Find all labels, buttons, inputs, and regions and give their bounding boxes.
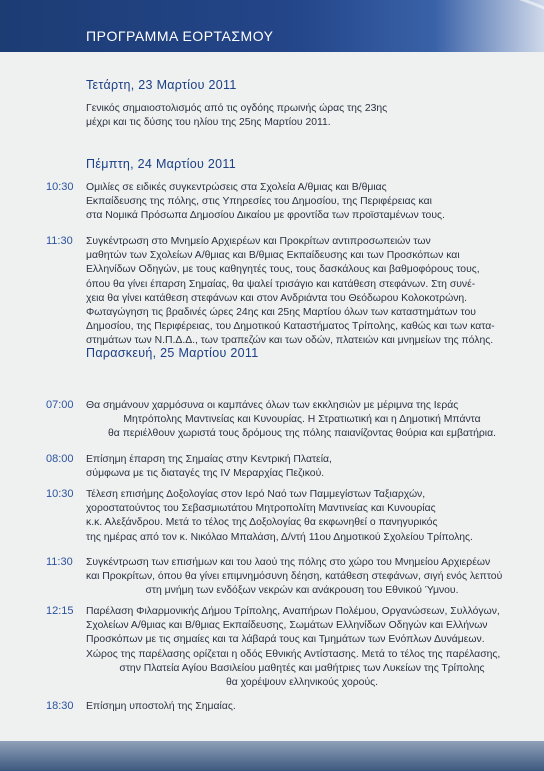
day-heading: Πέμπτη, 24 Μαρτίου 2011 <box>86 157 236 171</box>
entry-time: 11:30 <box>46 235 73 247</box>
entry-line: και Προκρίτων, όπου θα γίνει επιμνημόσυνη δέηση, κατάθεση στεφάνων, σιγή ενός λεπτού <box>86 571 503 583</box>
entry-line: κ.κ. Αλεξάνδρου. Μετά το τέλος της Δοξολογίας θα εκφωνηθεί ο πανηγυρικός <box>86 517 438 529</box>
entry-line: Φωταγώγηση τις βραδινές ώρες 24ης και 25ης Μαρτίου όλων των καταστημάτων του <box>86 307 476 319</box>
entry-line: στη μνήμη των ενδόξων νεκρών και ανάκρουση του Εθνικού Ύμνου. <box>145 585 459 597</box>
entry-line: σύμφωνα με τις διαταγές της IV Μεραρχίας Πεζικού. <box>86 468 325 480</box>
entry-line: Μητρόπολης Μαντινείας και Κυνουρίας. Η Στρατιωτική και η Δημοτική Μπάντα <box>123 414 481 426</box>
entry-line: της ημέρας από τον κ. Νικόλαο Μπαλάση, Δ/ντή 11ου Δημοτικού Σχολείου Τρίπολης. <box>86 531 473 543</box>
entry-time: 08:00 <box>46 453 74 465</box>
footer-band <box>0 741 544 771</box>
entry-line: στα Νομικά Πρόσωπα Δημοσίου Δικαίου με φροντίδα των προϊσταμένων τους. <box>86 210 445 222</box>
entry-text <box>86 556 518 599</box>
entry-line: Προσκόπων με τις σημαίες και τα λάβαρά τους και Τμημάτων των Ενόπλων Δυνάμεων. <box>86 634 485 646</box>
entry-line: μαθητών των Σχολείων Α/θμιας και Β/θμιας Εκπαίδευσης και των Προσκόπων και <box>86 250 460 262</box>
entry-line: Συγκέντρωση στο Μνημείο Αρχιερέων και Προκρίτων αντιπροσωπειών των <box>86 236 431 247</box>
entry-line: μέχρι και τις δύσης του ηλίου της 25ης Μαρτίου 2011. <box>86 117 331 129</box>
entry-time: 11:30 <box>46 556 73 568</box>
entry-text <box>86 399 518 442</box>
entry-line: Συγκέντρωση των επισήμων και του λαού της πόλης στο χώρο του Μνημείου Αρχιερέων <box>86 557 491 568</box>
entry-text <box>86 102 518 130</box>
entry-line: Χώρος της παρέλασης ορίζεται η οδός Εθνικής Αντίστασης. Μετά το τέλος της παρέλασης, <box>86 648 501 660</box>
entry-time: 10:30 <box>46 488 74 500</box>
page-title: ΠΡΟΓΡΑΜΜΑ ΕΟΡΤΑΣΜΟΥ <box>86 28 274 44</box>
entry-line: Θα σημάνουν χαρμόσυνα οι καμπάνες όλων των εκκλησιών με μέριμνα της Ιεράς <box>86 400 459 411</box>
entry-line: Ομιλίες σε ειδικές συγκεντρώσεις στα Σχολεία Α/θμιας και Β/θμιας <box>86 182 387 193</box>
entry-text <box>86 605 518 690</box>
header-banner <box>0 0 544 52</box>
entry-line: Επίσημη έπαρση της Σημαίας στην Κεντρική Πλατεία, <box>86 454 332 465</box>
entry-line: Σχολείων Α/θμιας και Β/θμιας Εκπαίδευσης, Σωμάτων Ελληνίδων Οδηγών και Ελλήνων <box>86 620 488 632</box>
entry-line: στην Πλατεία Αγίου Βασιλείου μαθητές και μαθήτριες των Λυκείων της Τρίπολης <box>119 662 485 674</box>
entry-text <box>86 700 518 714</box>
entry-time: 12:15 <box>46 605 74 617</box>
entry-line: θα περιέλθουν χωριστά τους δρόμους της πόλης παιανίζοντας θούρια και εμβατήρια. <box>108 428 496 440</box>
entry-line: χεια θα γίνει κατάθεση στεφάνων και στον Ανδριάντα του Θεόδωρου Κολοκοτρώνη. <box>86 292 468 304</box>
entry-line: θα χορέψουν ελληνικούς χορούς. <box>225 677 379 689</box>
entry-time: 18:30 <box>46 700 74 712</box>
entry-line: Παρέλαση Φιλαρμονικής Δήμου Τρίπολης, Αναπήρων Πολέμου, Οργανώσεων, Συλλόγων, <box>86 606 500 617</box>
day-heading: Τετάρτη, 23 Μαρτίου 2011 <box>86 78 237 92</box>
entry-text <box>86 235 518 349</box>
entry-text <box>86 181 518 224</box>
entry-line: Γενικός σημαιοστολισμός από τις ογδόης πρωινής ώρας της 23ης <box>86 103 388 114</box>
entry-time: 07:00 <box>46 399 74 411</box>
entry-line: Ελληνίδων Οδηγών, με τους καθηγητές τους, τους δασκάλους και βαθμοφόρους τους, <box>86 264 480 276</box>
entry-line: όπου θα γίνει έπαρση Σημαίας, θα ψαλεί τρισάγιο και κατάθεση στεφάνων. Στη συνέ- <box>86 278 476 290</box>
entry-line: Επίσημη υποστολή της Σημαίας. <box>86 701 236 712</box>
entry-text <box>86 488 518 545</box>
day-heading: Παρασκευή, 25 Μαρτίου 2011 <box>86 346 259 360</box>
entry-line: Δημοσίου, της Περιφέρειας, του Δημοτικού Καταστήματος Τρίπολης, καθώς και των κατα- <box>86 321 495 333</box>
entry-text <box>86 453 518 481</box>
entry-line: χοροστατούντος του Σεβασμιωτάτου Μητροπολίτη Μαντινείας και Κυνουρίας <box>86 503 436 515</box>
entry-line: Εκπαίδευσης της πόλης, στις Υπηρεσίες του Δημοσίου, της Περιφέρειας και <box>86 196 432 208</box>
entry-line: Τέλεση επισήμης Δοξολογίας στον Ιερό Ναό των Παμμεγίστων Ταξιαρχών, <box>86 489 426 500</box>
entry-time: 10:30 <box>46 181 74 193</box>
entry-line: στημάτων των Ν.Π.Δ.Δ., των τραπεζών και των οδών, πλατειών και μνημείων της πόλης. <box>86 335 494 347</box>
